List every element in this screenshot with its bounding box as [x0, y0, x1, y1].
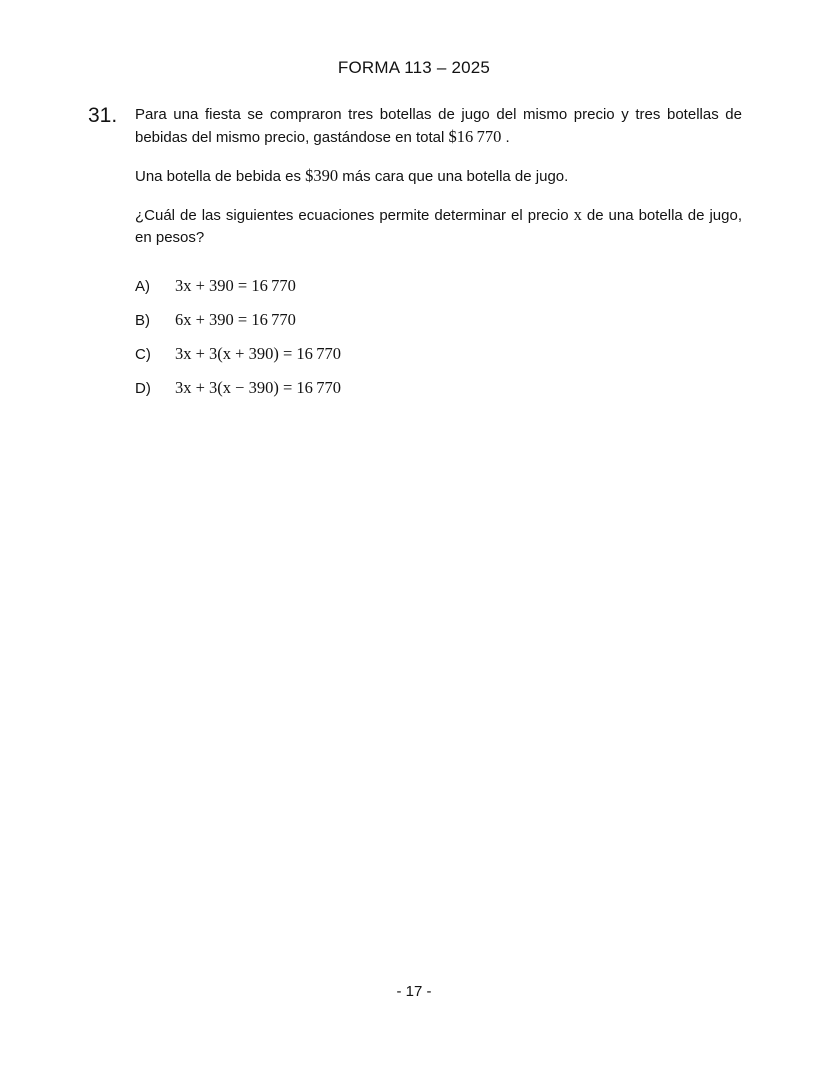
detail-text-pre: Una botella de bebida es	[135, 168, 306, 185]
answer-option-a	[135, 275, 742, 297]
option-letter: C)	[135, 346, 151, 363]
page-number-footer: - 17 -	[396, 983, 432, 1000]
page-header-title: FORMA 113 – 2025	[337, 58, 491, 77]
option-letter: B)	[135, 312, 150, 329]
option-letter: D)	[135, 380, 151, 397]
statement-tail: .	[501, 129, 510, 146]
difference-amount-value: $390	[305, 166, 339, 185]
option-letter: A)	[135, 278, 150, 295]
statement-text: Para una fiesta se compraron tres botellas de jugo del mismo precio y tres botellas de bebidas del mismo precio, gastándose en total	[135, 106, 742, 146]
question-body	[135, 104, 742, 399]
question-paragraph-prompt	[135, 204, 742, 249]
question-block	[88, 104, 742, 411]
option-formula: 3x + 390 = 16 770	[175, 276, 296, 295]
answer-option-b	[135, 309, 742, 331]
prompt-text-post: de una botella de jugo, en pesos?	[135, 207, 742, 246]
answer-option-c	[135, 343, 742, 365]
variable-symbol: x	[573, 205, 582, 224]
question-paragraph-detail	[135, 165, 742, 188]
answer-options-list	[135, 275, 742, 399]
option-formula: 3x + 3(x − 390) = 16 770	[175, 378, 341, 397]
detail-text-post: más cara que una botella de jugo.	[338, 168, 569, 185]
question-number: 31.	[88, 104, 118, 127]
option-formula: 6x + 390 = 16 770	[175, 310, 296, 329]
question-paragraph-statement	[135, 104, 742, 149]
prompt-text-pre: ¿Cuál de las siguientes ecuaciones permite determinar el precio	[135, 207, 574, 224]
total-amount-value: $16 770	[448, 127, 502, 146]
answer-option-d	[135, 377, 742, 399]
option-formula: 3x + 3(x + 390) = 16 770	[175, 344, 341, 363]
